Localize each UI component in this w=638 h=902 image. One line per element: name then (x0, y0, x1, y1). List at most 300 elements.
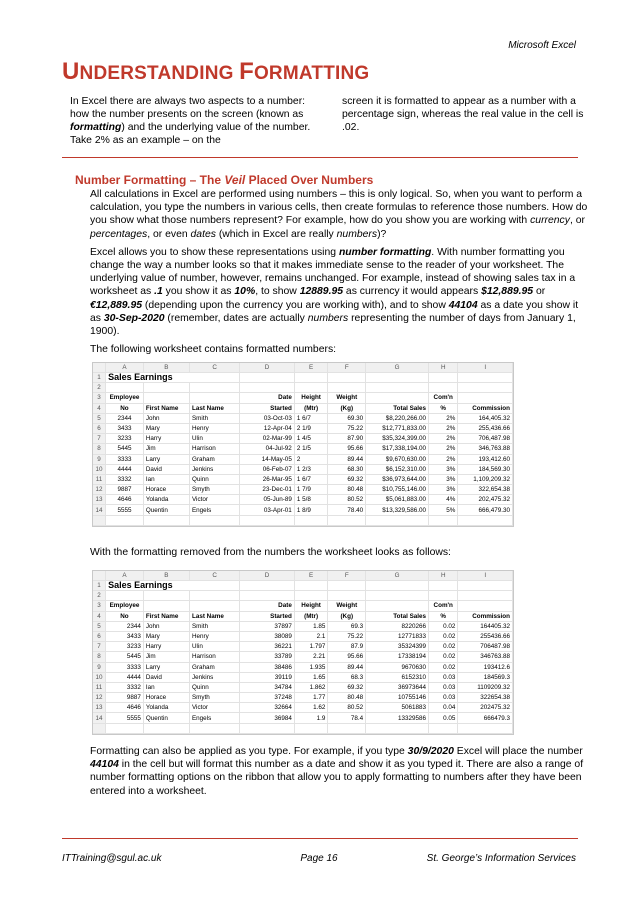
cell: 706,487.98 (458, 434, 513, 444)
cell: Total Sales (366, 611, 429, 621)
cell: 87.90 (328, 434, 366, 444)
cell: 33789 (240, 652, 295, 662)
cell: 1.62 (294, 703, 328, 713)
cell: Quinn (189, 682, 239, 692)
cell: 80.48 (328, 693, 366, 703)
column-letter: B (143, 571, 189, 581)
cell (328, 591, 366, 601)
cell: 95.66 (328, 444, 366, 454)
cell: 3% (429, 464, 458, 474)
cell (143, 515, 189, 525)
cell: 0.03 (429, 672, 458, 682)
cell: 68.3 (328, 672, 366, 682)
cell: 0.04 (429, 703, 458, 713)
paragraph-3: The following worksheet contains formatted numbers: (90, 344, 337, 356)
cell: (Kg) (328, 611, 366, 621)
cell (189, 591, 239, 601)
paragraph-2: Excel allows you to show these representations using number formatting. With number formatting you change the way a number looks so that it makes immediate sense to the reader of your worksheet. The underlying value of number, however, remains unchanged. For example, instead of showing sales tax in a worksheet as .1 you show it as 10%, to show 12889.95 as currency it would appears $12,889.95 or €12,889.95 (depending upon the currency you are working with), and to show 44104 as a date you show it as 30-Sep-2020 (remember, dates are actually numbers representing the number of days from January 1, 1900). (90, 246, 579, 338)
cell (429, 723, 458, 733)
table-row: 9 3333 Larry Graham 14-May-05 2 89.44 $9,670,630.00 2% 193,412.60 (93, 454, 513, 464)
cell: Quentin (143, 713, 189, 723)
footer-email: ITTraining@sgul.ac.uk (62, 853, 162, 864)
cell: Weight (328, 393, 366, 403)
cell: $12,771,833.00 (366, 423, 429, 433)
cell (458, 515, 513, 525)
cell (240, 515, 295, 525)
cell: 0.02 (429, 621, 458, 631)
cell (240, 591, 295, 601)
cell: 35324399 (366, 642, 429, 652)
cell: 0.02 (429, 631, 458, 641)
cell: Yolanda (143, 703, 189, 713)
cell (366, 515, 429, 525)
cell: (Kg) (328, 403, 366, 413)
cell: Last Name (189, 611, 239, 621)
cell (106, 515, 144, 525)
cell: 38486 (240, 662, 295, 672)
cell: 2.1 (294, 631, 328, 641)
cell: 23-Dec-01 (240, 485, 295, 495)
cell (294, 591, 328, 601)
cell: 39119 (240, 672, 295, 682)
cell: Com'n (429, 393, 458, 403)
cell: 34784 (240, 682, 295, 692)
cell: Victor (189, 703, 239, 713)
cell: 03-Apr-01 (240, 505, 295, 515)
cell (143, 601, 189, 611)
cell: 2% (429, 413, 458, 423)
cell: Graham (189, 454, 239, 464)
cell: Last Name (189, 403, 239, 413)
worksheet-formatted: A B C D E F G H I 1 Sales Earnings 2 3 Employee Date Height Weight Com'n 4 No First Name Last Name Started (Mtr) (Kg) Total Sales % Commission 5 2344 John Smith 03-Oct-03 1 6/7 69.30 $8,220,266.00 2% 164,405.32 6 3433 Mary Henry 12-Apr-04 2 1/9 75.22 $12,771,833.00 2% 255,436.66 7 3233 Harry Ulin 02-Mar-99 1 4/5 87.90 $35,324,399.00 2% 706,487.98 8 5445 Jim Harrison 04-Jul-92 2 1/5 95.66 $17,338,194.00 2% 346,763.88 9 3333 Larry Graham 14-May-05 2 89.44 $9,670,630.00 2% 193,412.60 10 4444 David Jenkins 06-Feb-07 1 2/3 68.30 $6,152,310.00 3% 184,569.30 11 3332 Ian Quinn 26-Mar-95 1 6/7 69.32 $36,973,644.00 3% 1,109,209.32 12 9887 Horace Smyth 23-Dec-01 1 7/9 80.48 $10,755,146.00 3% 322,654.38 13 4646 Yolanda Victor 05-Jun-89 1 5/8 80.52 $5,061,883.00 4% 202,475.32 14 5555 Quentin Engels 03-Apr-01 1 8/9 78.40 $13,329,586.00 5% 666,479.30 (92, 362, 514, 527)
cell: No (106, 611, 144, 621)
cell: 1,109,209.32 (458, 474, 513, 484)
cell: 1 5/8 (294, 495, 328, 505)
cell: 26-Mar-95 (240, 474, 295, 484)
cell: 1.9 (294, 713, 328, 723)
cell: 12-Apr-04 (240, 423, 295, 433)
cell: 3233 (106, 642, 144, 652)
cell: $13,329,586.00 (366, 505, 429, 515)
cell (366, 601, 429, 611)
cell: 38089 (240, 631, 295, 641)
cell (240, 383, 295, 393)
cell: 36984 (240, 713, 295, 723)
cell: 1.935 (294, 662, 328, 672)
cell: First Name (143, 611, 189, 621)
table-row: 13 4646 Yolanda Victor 32664 1.62 80.52 5061883 0.04 202475.32 (93, 703, 513, 713)
column-letter: H (429, 571, 458, 581)
cell: 322654.38 (458, 693, 513, 703)
cell: Started (240, 611, 295, 621)
cell: 78.4 (328, 713, 366, 723)
cell: Height (294, 393, 328, 403)
cell: 9887 (106, 693, 144, 703)
cell: 2344 (106, 413, 144, 423)
cell (366, 393, 429, 403)
cell: 1 4/5 (294, 434, 328, 444)
cell: 255,436.66 (458, 423, 513, 433)
body-text-top (90, 188, 590, 361)
cell: 05-Jun-89 (240, 495, 295, 505)
cell: 255436.66 (458, 631, 513, 641)
paragraph-1: All calculations in Excel are performed using numbers – this is only logical. So, when you want to perform a calculation, you type the numbers in various cells, then create formulas to reference those numbers. How do you show what those numbers represent? For example, how do you show you are working with currency, or percentages, or even dates (which in Excel are really numbers)? (90, 189, 588, 240)
page-title: UNDERSTANDING FORMATTING (62, 58, 370, 85)
cell: John (143, 413, 189, 423)
cell (294, 383, 328, 393)
table-row: 11 3332 Ian Quinn 34784 1.862 69.32 36973644 0.03 1109209.32 (93, 682, 513, 692)
cell (106, 383, 144, 393)
column-letter: I (458, 571, 513, 581)
intro-left: In Excel there are always two aspects to a number: how the number presents on the screen (known as formatting) and the underlying value of the number. Take 2% as an example – on the (70, 96, 311, 146)
cell (189, 393, 239, 403)
cell: 78.40 (328, 505, 366, 515)
cell: 3332 (106, 474, 144, 484)
cell: 17338194 (366, 652, 429, 662)
table-row: 3 Employee Date Height Weight Com'n (93, 393, 513, 403)
cell: 0.02 (429, 642, 458, 652)
column-letter: E (294, 571, 328, 581)
cell: 1 8/9 (294, 505, 328, 515)
cell (458, 723, 513, 733)
cell (143, 393, 189, 403)
cell (143, 383, 189, 393)
cell: 75.22 (328, 631, 366, 641)
cell: Horace (143, 693, 189, 703)
column-letter: B (143, 363, 189, 373)
cell: 1 7/9 (294, 485, 328, 495)
cell: 1.77 (294, 693, 328, 703)
cell (458, 601, 513, 611)
cell: Height (294, 601, 328, 611)
column-letter: A (106, 363, 144, 373)
cell: (Mtr) (294, 403, 328, 413)
cell: 87.9 (328, 642, 366, 652)
cell: 2 1/9 (294, 423, 328, 433)
cell: 69.32 (328, 474, 366, 484)
column-letter: F (328, 571, 366, 581)
cell: Commission (458, 403, 513, 413)
cell: David (143, 672, 189, 682)
cell (106, 723, 144, 733)
cell: 4444 (106, 672, 144, 682)
cell: 2% (429, 434, 458, 444)
cell: Harry (143, 642, 189, 652)
cell: 2.21 (294, 652, 328, 662)
footer-divider (62, 838, 578, 839)
cell (328, 723, 366, 733)
cell: 1 2/3 (294, 464, 328, 474)
cell: 666479.3 (458, 713, 513, 723)
paragraph-4: With the formatting removed from the numbers the worksheet looks as follows: (90, 547, 451, 558)
cell (429, 591, 458, 601)
column-letter: G (366, 571, 429, 581)
cell: Jenkins (189, 464, 239, 474)
cell: Quinn (189, 474, 239, 484)
cell: 0.05 (429, 713, 458, 723)
cell: 13329586 (366, 713, 429, 723)
cell: 12771833 (366, 631, 429, 641)
cell (240, 723, 295, 733)
table-row: 11 3332 Ian Quinn 26-Mar-95 1 6/7 69.32 $36,973,644.00 3% 1,109,209.32 (93, 474, 513, 484)
cell: $8,220,266.00 (366, 413, 429, 423)
cell: Employee (106, 393, 144, 403)
table-row: 7 3233 Harry Ulin 02-Mar-99 1 4/5 87.90 $35,324,399.00 2% 706,487.98 (93, 434, 513, 444)
table-row: 8 5445 Jim Harrison 33789 2.21 95.66 17338194 0.02 346763.88 (93, 652, 513, 662)
cell: Date (240, 393, 295, 403)
cell: (Mtr) (294, 611, 328, 621)
cell: 5445 (106, 652, 144, 662)
cell: 1 6/7 (294, 474, 328, 484)
cell: Jim (143, 444, 189, 454)
cell: Victor (189, 495, 239, 505)
cell: 8220266 (366, 621, 429, 631)
worksheet-unformatted: A B C D E F G H I 1 Sales Earnings 2 3 Employee Date Height Weight Com'n 4 No First Name Last Name Started (Mtr) (Kg) Total Sales % Commission 5 2344 John Smith 37897 1.85 69.3 8220266 0.02 164405.32 6 3433 Mary Henry 38089 2.1 75.22 12771833 0.02 255436.66 7 3233 Harry Ulin 36221 1.797 87.9 35324399 0.02 706487.98 8 5445 Jim Harrison 33789 2.21 95.66 17338194 0.02 346763.88 9 3333 Larry Graham 38486 1.935 89.44 9670630 0.02 193412.6 10 4444 David Jenkins 39119 1.65 68.3 6152310 0.03 184569.3 11 3332 Ian Quinn 34784 1.862 69.32 36973644 0.03 1109209.32 12 9887 Horace Smyth 37248 1.77 80.48 10755146 0.03 322654.38 13 4646 Yolanda Victor 32664 1.62 80.52 5061883 0.04 202475.32 14 5555 Quentin Engels 36984 1.9 78.4 13329586 0.05 666479.3 (92, 570, 514, 735)
cell: 36221 (240, 642, 295, 652)
cell: 0.02 (429, 652, 458, 662)
cell (429, 383, 458, 393)
cell: Date (240, 601, 295, 611)
cell: $10,755,146.00 (366, 485, 429, 495)
cell: Harry (143, 434, 189, 444)
cell: 1.65 (294, 672, 328, 682)
cell: 2344 (106, 621, 144, 631)
cell: 706487.98 (458, 642, 513, 652)
cell: Smith (189, 621, 239, 631)
cell: 9887 (106, 485, 144, 495)
cell: 666,479.30 (458, 505, 513, 515)
table-row: 10 4444 David Jenkins 06-Feb-07 1 2/3 68.30 $6,152,310.00 3% 184,569.30 (93, 464, 513, 474)
cell: 4444 (106, 464, 144, 474)
table-row: 2 (93, 383, 513, 393)
cell (143, 723, 189, 733)
cell: 0.03 (429, 682, 458, 692)
cell: Larry (143, 454, 189, 464)
cell: 5061883 (366, 703, 429, 713)
cell: 80.52 (328, 495, 366, 505)
cell: 2 (294, 454, 328, 464)
cell: Yolanda (143, 495, 189, 505)
header-app-name: Microsoft Excel (508, 40, 576, 51)
cell: 2 1/5 (294, 444, 328, 454)
table-row: 6 3433 Mary Henry 38089 2.1 75.22 12771833 0.02 255436.66 (93, 631, 513, 641)
cell: 4% (429, 495, 458, 505)
table-row: 14 5555 Quentin Engels 36984 1.9 78.4 13329586 0.05 666479.3 (93, 713, 513, 723)
cell: 4646 (106, 703, 144, 713)
cell: 3% (429, 485, 458, 495)
column-letter: D (240, 363, 295, 373)
table-row: 10 4444 David Jenkins 39119 1.65 68.3 6152310 0.03 184569.3 (93, 672, 513, 682)
cell: Henry (189, 423, 239, 433)
cell (106, 591, 144, 601)
cell: 3433 (106, 423, 144, 433)
divider (62, 157, 578, 158)
cell: 37897 (240, 621, 295, 631)
cell: Employee (106, 601, 144, 611)
column-letter: E (294, 363, 328, 373)
cell: $35,324,399.00 (366, 434, 429, 444)
cell: 69.32 (328, 682, 366, 692)
cell: Quentin (143, 505, 189, 515)
table-row: 4 No First Name Last Name Started (Mtr) (Kg) Total Sales % Commission (93, 611, 513, 621)
cell: 3% (429, 474, 458, 484)
cell: 69.30 (328, 413, 366, 423)
worksheet-title: Sales Earnings (106, 581, 240, 591)
column-letter: I (458, 363, 513, 373)
cell (294, 723, 328, 733)
table-row: 12 9887 Horace Smyth 37248 1.77 80.48 10755146 0.03 322654.38 (93, 693, 513, 703)
cell: Harrison (189, 652, 239, 662)
cell: Ian (143, 682, 189, 692)
cell: 202475.32 (458, 703, 513, 713)
cell: 32664 (240, 703, 295, 713)
table-row: 13 4646 Yolanda Victor 05-Jun-89 1 5/8 80.52 $5,061,883.00 4% 202,475.32 (93, 495, 513, 505)
cell: 95.66 (328, 652, 366, 662)
cell: 89.44 (328, 454, 366, 464)
cell (294, 515, 328, 525)
cell: 06-Feb-07 (240, 464, 295, 474)
cell: 5555 (106, 505, 144, 515)
cell: 10755146 (366, 693, 429, 703)
table-row (93, 515, 513, 525)
cell: Total Sales (366, 403, 429, 413)
cell: 36973644 (366, 682, 429, 692)
column-letter: F (328, 363, 366, 373)
cell: 80.48 (328, 485, 366, 495)
cell (143, 591, 189, 601)
cell: 1.85 (294, 621, 328, 631)
footer-page-number: Page 16 (300, 853, 338, 864)
column-letter: C (189, 363, 239, 373)
cell: 2% (429, 454, 458, 464)
cell: 1.862 (294, 682, 328, 692)
cell: 346763.88 (458, 652, 513, 662)
cell: 0.03 (429, 693, 458, 703)
cell: 02-Mar-99 (240, 434, 295, 444)
cell: $9,670,630.00 (366, 454, 429, 464)
column-letter: H (429, 363, 458, 373)
table-row: 5 2344 John Smith 03-Oct-03 1 6/7 69.30 $8,220,266.00 2% 164,405.32 (93, 413, 513, 423)
cell: 14-May-05 (240, 454, 295, 464)
cell (458, 591, 513, 601)
intro-right: screen it is formatted to appear as a number with a percentage sign, whereas the real value in the cell is .02. (342, 96, 584, 133)
table-row (93, 723, 513, 733)
cell (366, 723, 429, 733)
table-row: 5 2344 John Smith 37897 1.85 69.3 8220266 0.02 164405.32 (93, 621, 513, 631)
footer-organization: St. George’s Information Services (426, 853, 576, 864)
cell: John (143, 621, 189, 631)
cell: 193,412.60 (458, 454, 513, 464)
table-row: 6 3433 Mary Henry 12-Apr-04 2 1/9 75.22 $12,771,833.00 2% 255,436.66 (93, 423, 513, 433)
cell: 37248 (240, 693, 295, 703)
cell (366, 383, 429, 393)
column-letter: G (366, 363, 429, 373)
cell: Ulin (189, 434, 239, 444)
column-letter: A (106, 571, 144, 581)
cell: 75.22 (328, 423, 366, 433)
cell: 5555 (106, 713, 144, 723)
cell (366, 591, 429, 601)
cell: 346,763.88 (458, 444, 513, 454)
cell: 68.30 (328, 464, 366, 474)
cell: 184569.3 (458, 672, 513, 682)
cell: 0.02 (429, 662, 458, 672)
cell: 9670630 (366, 662, 429, 672)
table-row: 3 Employee Date Height Weight Com'n (93, 601, 513, 611)
cell (328, 383, 366, 393)
cell (429, 515, 458, 525)
table-row: 2 (93, 591, 513, 601)
cell: Smith (189, 413, 239, 423)
cell: 5% (429, 505, 458, 515)
cell: 1 6/7 (294, 413, 328, 423)
cell: $5,061,883.00 (366, 495, 429, 505)
cell: 4646 (106, 495, 144, 505)
cell: Com'n (429, 601, 458, 611)
cell: 6152310 (366, 672, 429, 682)
cell: 80.52 (328, 703, 366, 713)
cell: 69.3 (328, 621, 366, 631)
cell: Mary (143, 631, 189, 641)
table-row: 9 3333 Larry Graham 38486 1.935 89.44 9670630 0.02 193412.6 (93, 662, 513, 672)
cell (189, 383, 239, 393)
cell: No (106, 403, 144, 413)
paragraph-5: Formatting can also be applied as you type. For example, if you type 30/9/2020 Excel will place the number 44104 in the cell but will format this number as a date and show it as you typed it. There are also a range of number formatting options on the ribbon that allow you to apply formatting to numbers after they have been entered into a worksheet. (90, 746, 584, 797)
cell: Engels (189, 505, 239, 515)
cell: 202,475.32 (458, 495, 513, 505)
cell: % (429, 403, 458, 413)
cell: Started (240, 403, 295, 413)
cell: $36,973,644.00 (366, 474, 429, 484)
cell: 3333 (106, 662, 144, 672)
table-row: 4 No First Name Last Name Started (Mtr) (Kg) Total Sales % Commission (93, 403, 513, 413)
cell: 1.797 (294, 642, 328, 652)
cell (328, 515, 366, 525)
cell: 1109209.32 (458, 682, 513, 692)
cell (458, 383, 513, 393)
cell (189, 515, 239, 525)
table-row: 12 9887 Horace Smyth 23-Dec-01 1 7/9 80.48 $10,755,146.00 3% 322,654.38 (93, 485, 513, 495)
cell: Henry (189, 631, 239, 641)
cell: 89.44 (328, 662, 366, 672)
cell: 164405.32 (458, 621, 513, 631)
cell: 3233 (106, 434, 144, 444)
cell: Harrison (189, 444, 239, 454)
cell: 322,654.38 (458, 485, 513, 495)
cell: 2% (429, 444, 458, 454)
cell: 3433 (106, 631, 144, 641)
cell: Graham (189, 662, 239, 672)
cell: 3332 (106, 682, 144, 692)
cell (189, 601, 239, 611)
cell: Engels (189, 713, 239, 723)
cell: Horace (143, 485, 189, 495)
cell: 04-Jul-92 (240, 444, 295, 454)
cell: 184,569.30 (458, 464, 513, 474)
column-letter: D (240, 571, 295, 581)
cell: David (143, 464, 189, 474)
cell (458, 393, 513, 403)
cell: % (429, 611, 458, 621)
cell: Larry (143, 662, 189, 672)
cell: Ulin (189, 642, 239, 652)
cell: 3333 (106, 454, 144, 464)
cell: $17,338,194.00 (366, 444, 429, 454)
cell: $6,152,310.00 (366, 464, 429, 474)
cell: Weight (328, 601, 366, 611)
cell: 03-Oct-03 (240, 413, 295, 423)
cell: 193412.6 (458, 662, 513, 672)
